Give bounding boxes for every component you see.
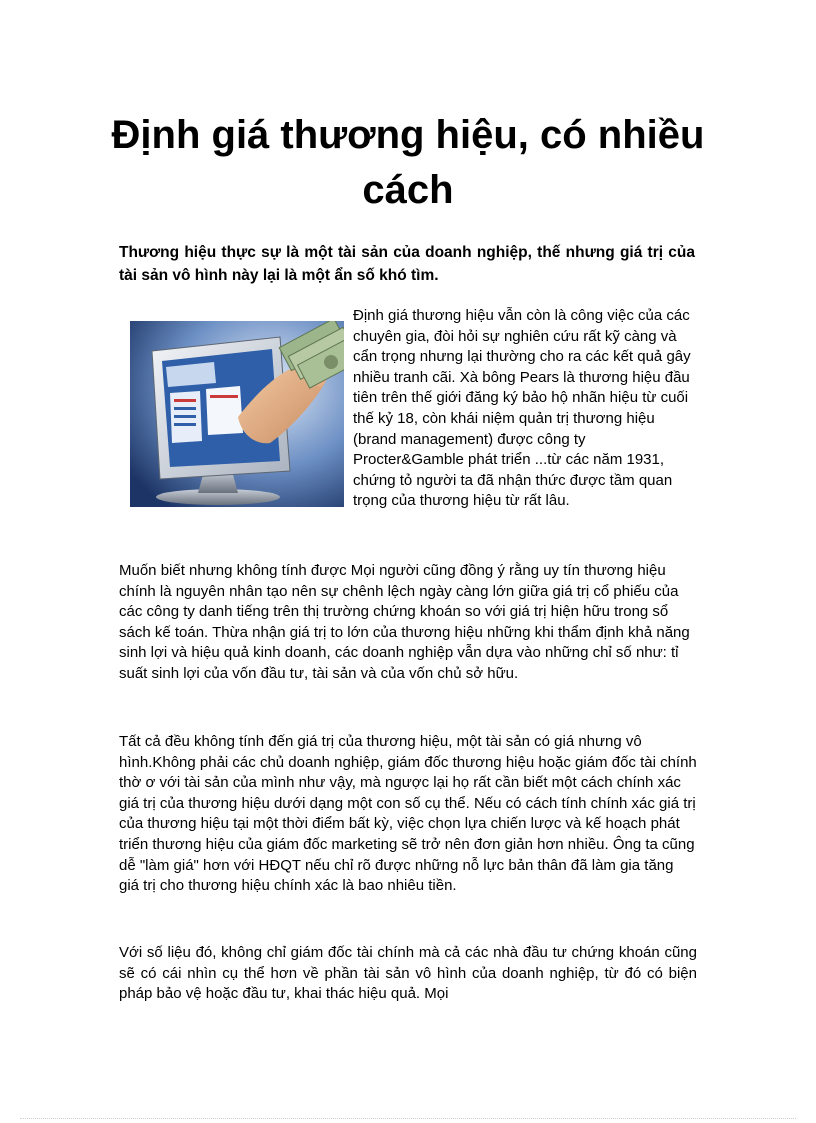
paragraph-4: Với số liệu đó, không chỉ giám đốc tài chính mà cả các nhà đầu tư chứng khoán cũng sẽ có cái nhìn cụ thể hơn về phần tài sản vô hình của doanh nghiệp, từ đó có biện pháp bảo vệ hoặc đầu tư, khai thác hiệu quả. Mọi (119, 944, 697, 1003)
lead-paragraph: Thương hiệu thực sự là một tài sản của doanh nghiệp, thế nhưng giá trị của tài sản vô hình này lại là một ẩn số khó tìm. (119, 244, 695, 284)
hand-with-money-from-monitor-image (130, 321, 344, 507)
document-title: Định giá thương hiệu, có nhiều cách (111, 113, 705, 212)
page-bottom-border (20, 1118, 796, 1119)
paragraph-3: Tất cả đều không tính đến giá trị của thương hiệu, một tài sản có giá nhưng vô hình.Không phải các chủ doanh nghiệp, giám đốc thương hiệu hoặc giám đốc tài chính thờ ơ với tài sản của mình như vậy, mà ngược lại họ rất cần biết một cách chính xác giá trị của thương hiệu dưới dạng một con số cụ thể. Nếu có cách tính chính xác giá trị của thương hiệu tại một thời điểm bất kỳ, việc chọn lựa chiến lược và kế hoạch phát triển thương hiệu của giám đốc marketing sẽ trở nên đơn giản hơn nhiều. Ông ta cũng dễ "làm giá" hơn với HĐQT nếu chỉ rõ được những nỗ lực bản thân đã làm gia tăng giá trị cho thương hiệu chính xác là bao nhiêu tiền. (119, 733, 697, 895)
paragraph-1: Định giá thương hiệu vẫn còn là công việc của các chuyên gia, đòi hỏi sự nghiên cứu rất kỹ càng và cẩn trọng nhưng lại thường cho ra các kết quả gây nhiều tranh cãi. Xà bông Pears là thương hiệu đầu tiên trên thế giới đăng ký bảo hộ nhãn hiệu từ cuối thế kỷ 18, còn khái niệm quản trị thương hiệu (brand management) được công ty Procter&Gamble phát triển ...từ các năm 1931, chứng tỏ người ta đã nhận thức được tầm quan trọng của thương hiệu từ rất lâu. (353, 307, 691, 510)
paragraph-2: Muốn biết nhưng không tính được Mọi người cũng đồng ý rằng uy tín thương hiệu chính là nguyên nhân tạo nên sự chênh lệch ngày càng lớn giữa giá trị cổ phiếu của các công ty danh tiếng trên thị trường chứng khoán so với giá trị hiện hữu trong sổ sách kế toán. Thừa nhận giá trị to lớn của thương hiệu những khi thẩm định khả năng sinh lợi và hiệu quả kinh doanh, các doanh nghiệp vẫn dựa vào những chỉ số như: tỉ suất sinh lợi của vốn đầu tư, tài sản và của vốn chủ sở hữu. (119, 562, 690, 682)
